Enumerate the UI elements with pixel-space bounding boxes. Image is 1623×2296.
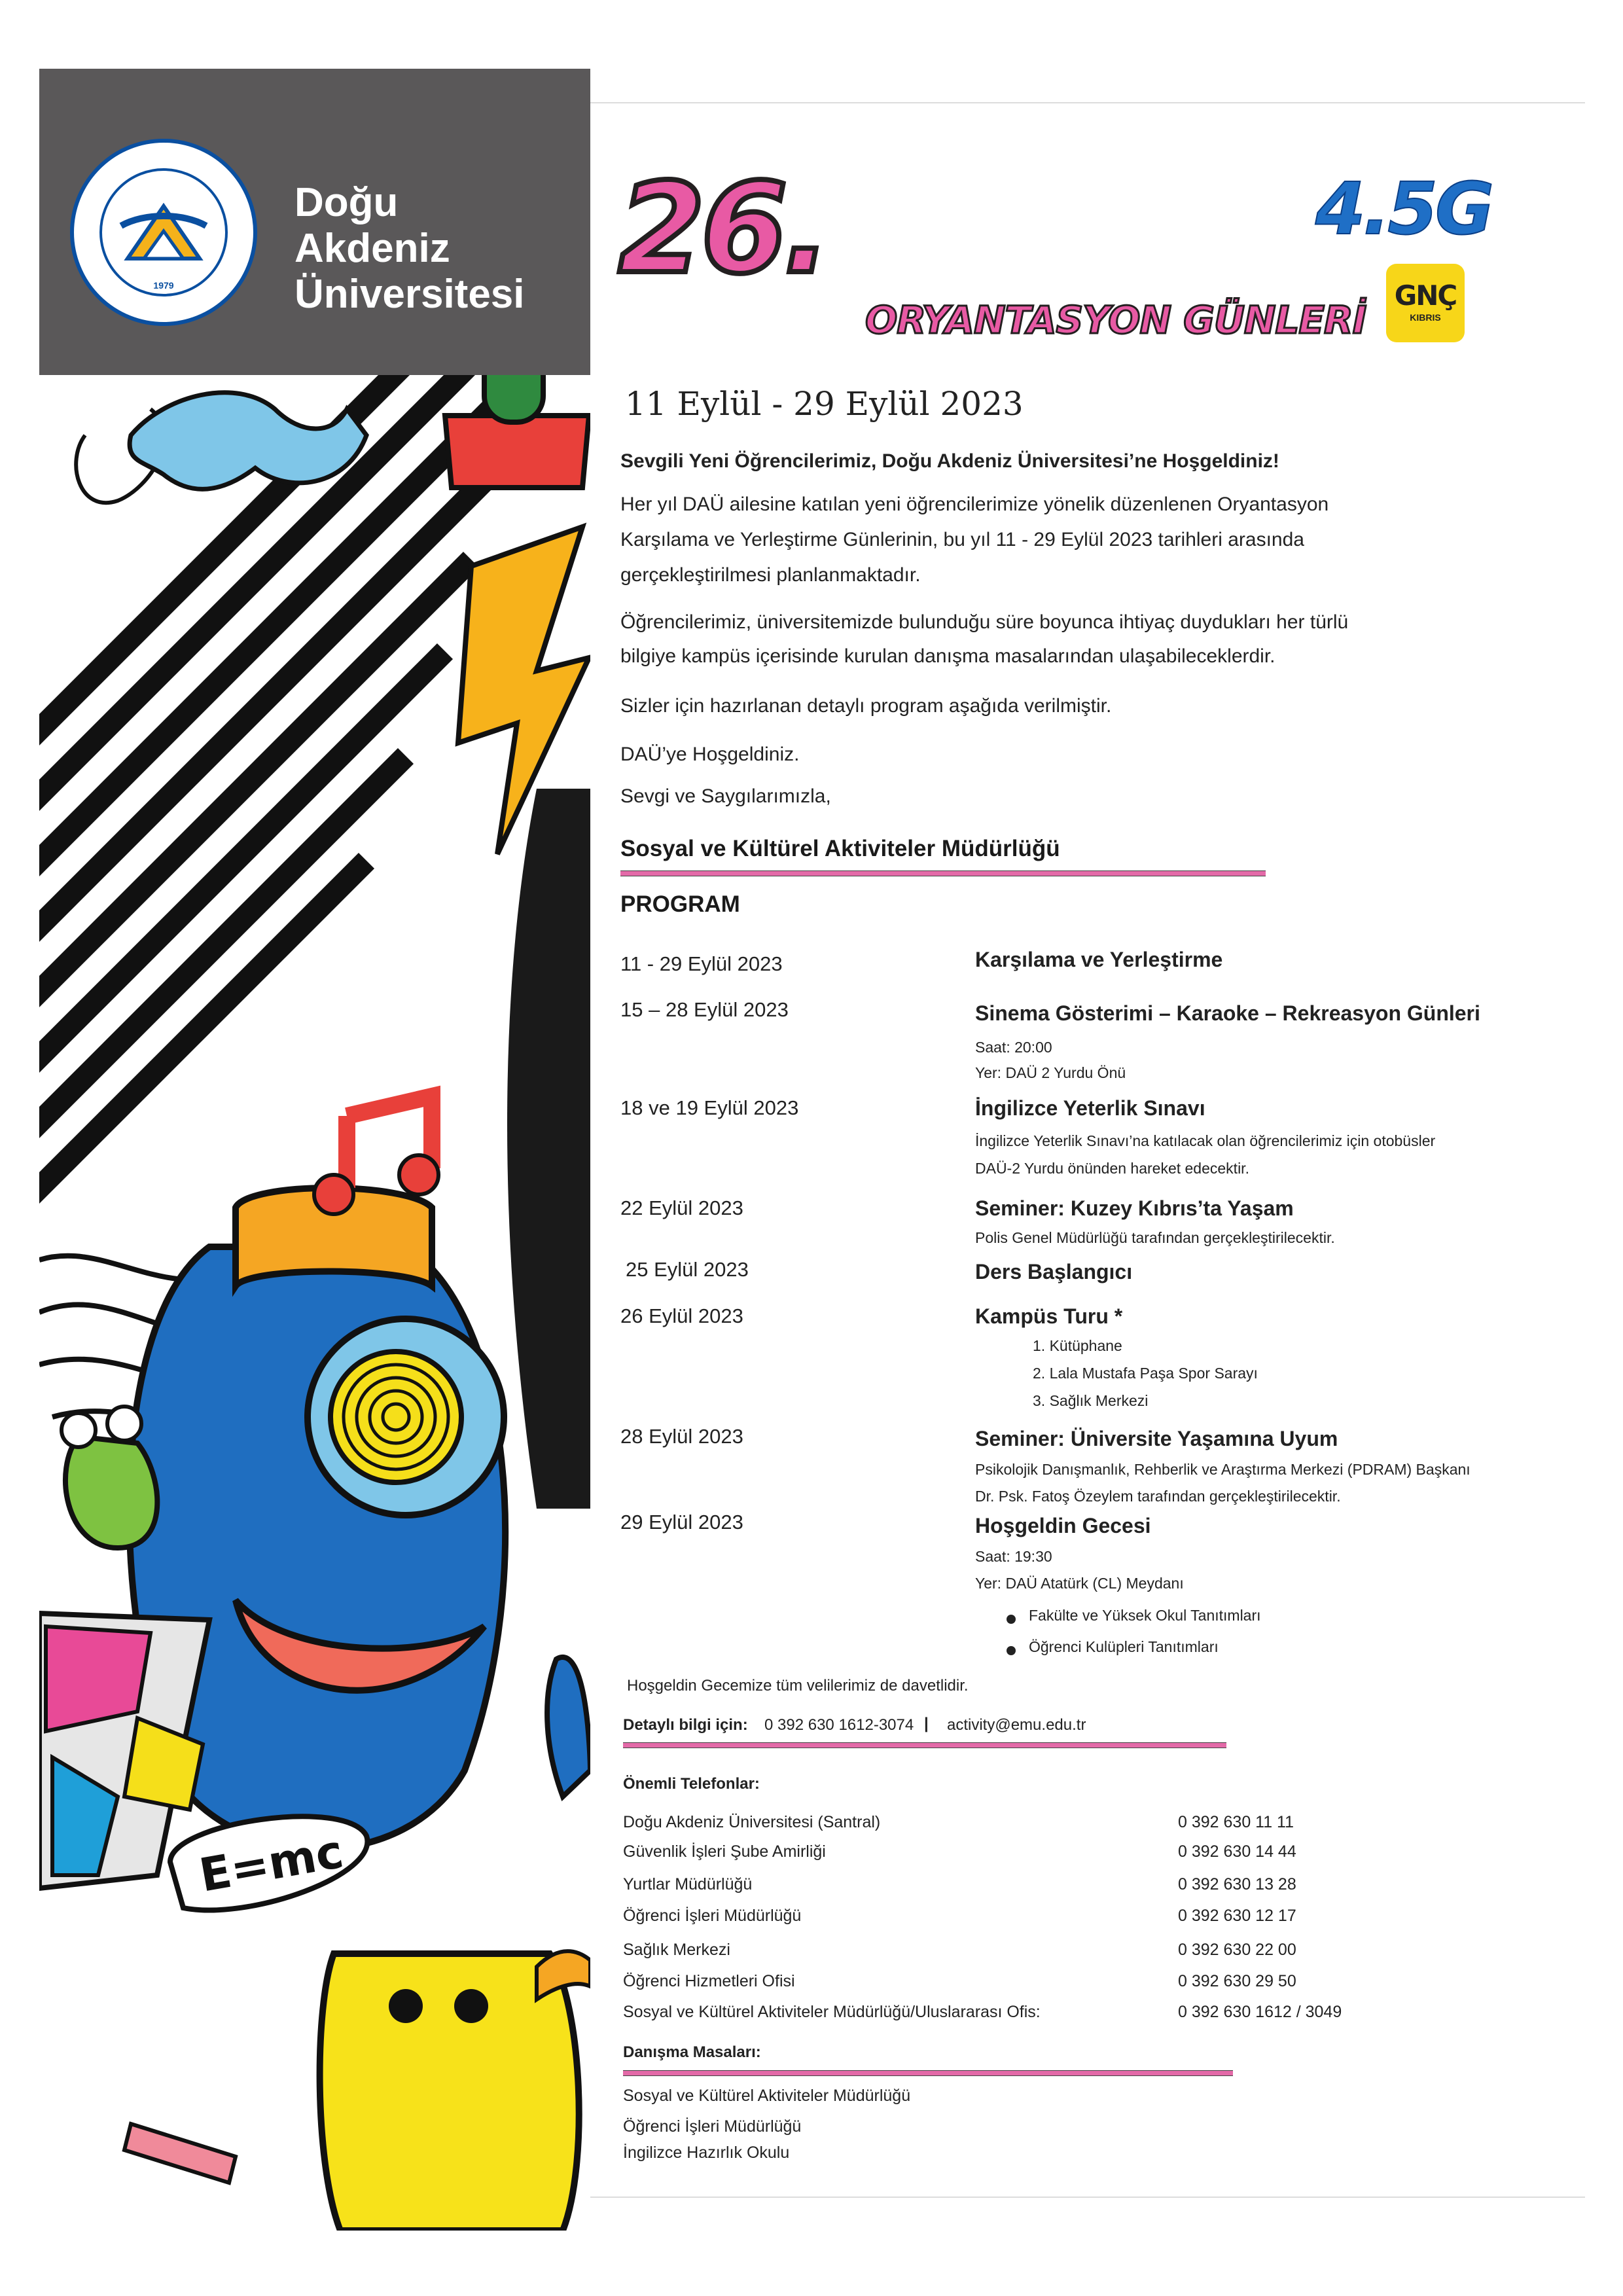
program-label: PROGRAM	[620, 891, 740, 917]
svg-text:E=mc: E=mc	[195, 1824, 348, 1903]
program-title: Seminer: Üniversite Yaşamına Uyum	[975, 1427, 1338, 1450]
phone-row-name: Öğrenci İşleri Müdürlüğü	[623, 1907, 802, 1925]
illustration-panel	[39, 69, 590, 2231]
intro-para3: Sizler için hazırlanan detaylı program aşağıda verilmiştir.	[620, 695, 1112, 717]
phone-row-number: 0 392 630 11 11	[1178, 1813, 1294, 1831]
desks-label: Danışma Masaları:	[623, 2043, 761, 2061]
phone-row-name: Öğrenci Hizmetleri Ofisi	[623, 1972, 795, 1990]
program-date: 28 Eylül 2023	[620, 1425, 743, 1448]
program-date: 26 Eylül 2023	[620, 1304, 743, 1327]
logo-gnc	[1386, 264, 1465, 342]
event-dates: 11 Eylül - 29 Eylül 2023	[625, 385, 1024, 423]
doodle-illustration	[39, 69, 590, 2231]
desk-item: Sosyal ve Kültürel Aktiviteler Müdürlüğü	[623, 2087, 911, 2105]
event-title: ORYANTASYON GÜNLERİ	[865, 298, 1366, 342]
logo-gnc-sub: KIBRIS	[1410, 312, 1441, 323]
phone-row-number: 0 392 630 1612 / 3049	[1178, 2003, 1342, 2021]
program-detail: Polis Genel Müdürlüğü tarafından gerçekleştirilecektir.	[975, 1229, 1335, 1246]
university-name-line2: Akdeniz	[294, 226, 450, 271]
university-name-line1: Doğu	[294, 180, 399, 225]
program-date: 18 ve 19 Eylül 2023	[620, 1096, 799, 1119]
program-bullet-item: Fakülte ve Yüksek Okul Tanıtımları	[1029, 1607, 1261, 1624]
department-title: Sosyal ve Kültürel Aktiviteler Müdürlüğü	[620, 836, 1060, 861]
contact-label: Detaylı bilgi için:	[623, 1716, 748, 1734]
intro-para1-line2: Karşılama ve Yerleştirme Günlerinin, bu yıl 11 - 29 Eylül 2023 tarihleri arasında	[620, 529, 1304, 550]
program-date: 11 - 29 Eylül 2023	[620, 952, 783, 975]
welcome-text: DAÜ’ye Hoşgeldiniz.	[620, 744, 800, 765]
phone-row-number: 0 392 630 13 28	[1178, 1875, 1296, 1893]
intro-para1-line1: Her yıl DAÜ ailesine katılan yeni öğrencilerimize yönelik düzenlenen Oryantasyon	[620, 493, 1329, 515]
program-detail: Psikolojik Danışmanlık, Rehberlik ve Araştırma Merkezi (PDRAM) Başkanı	[975, 1461, 1471, 1478]
phone-row-number: 0 392 630 12 17	[1178, 1907, 1296, 1925]
program-detail: Yer: DAÜ 2 Yurdu Önü	[975, 1064, 1126, 1081]
program-title: Sinema Gösterimi – Karaoke – Rekreasyon Günleri	[975, 1001, 1480, 1025]
program-detail: Yer: DAÜ Atatürk (CL) Meydanı	[975, 1575, 1184, 1592]
intro-para2-line1: Öğrencilerimiz, üniversitemizde bulunduğu süre boyunca ihtiyaç duydukları her türlü	[620, 611, 1349, 633]
greeting: Sevgili Yeni Öğrencilerimiz, Doğu Akdeniz Üniversitesi’ne Hoşgeldiniz!	[620, 450, 1279, 472]
program-list-item: 1. Kütüphane	[1033, 1337, 1122, 1354]
desk-item: Öğrenci İşleri Müdürlüğü	[623, 2117, 802, 2136]
program-bullet-item: Öğrenci Kulüpleri Tanıtımları	[1029, 1638, 1219, 1655]
phones-label: Önemli Telefonlar:	[623, 1775, 760, 1793]
regards-text: Sevgi ve Saygılarımızla,	[620, 785, 831, 807]
desks-underline	[623, 2070, 1233, 2076]
bullet-icon	[1007, 1646, 1016, 1655]
program-date: 29 Eylül 2023	[620, 1511, 743, 1534]
program-detail: DAÜ-2 Yurdu önünden hareket edecektir.	[975, 1160, 1249, 1177]
logo-45g: 4.5G	[1315, 167, 1492, 251]
phone-row-name: Güvenlik İşleri Şube Amirliği	[623, 1842, 826, 1861]
bottom-rule	[590, 2197, 1585, 2198]
contact-phone: 0 392 630 1612-3074	[764, 1716, 914, 1734]
program-detail: Saat: 20:00	[975, 1039, 1052, 1056]
logo-gnc-text: GNÇ	[1394, 279, 1457, 312]
event-number: 26.	[618, 156, 827, 301]
phone-row-name: Yurtlar Müdürlüğü	[623, 1875, 753, 1893]
contact-underline	[623, 1742, 1226, 1748]
contact-email: activity@emu.edu.tr	[947, 1716, 1086, 1734]
university-header	[39, 69, 590, 375]
program-date: 22 Eylül 2023	[620, 1196, 743, 1219]
program-title: Ders Başlangıcı	[975, 1260, 1133, 1283]
phone-row-number: 0 392 630 14 44	[1178, 1842, 1296, 1861]
program-detail: Saat: 19:30	[975, 1548, 1052, 1565]
phone-row-number: 0 392 630 22 00	[1178, 1941, 1296, 1959]
bullet-icon	[1007, 1615, 1016, 1624]
phone-row-number: 0 392 630 29 50	[1178, 1972, 1296, 1990]
program-title: Kampüs Turu *	[975, 1304, 1123, 1328]
top-rule	[590, 102, 1585, 103]
program-date: 15 – 28 Eylül 2023	[620, 998, 789, 1021]
program-title: Seminer: Kuzey Kıbrıs’ta Yaşam	[975, 1196, 1294, 1220]
department-underline	[620, 870, 1266, 876]
university-name-line3: Üniversitesi	[294, 272, 525, 317]
program-title: İngilizce Yeterlik Sınavı	[975, 1096, 1205, 1120]
program-list-item: 2. Lala Mustafa Paşa Spor Sarayı	[1033, 1365, 1258, 1382]
program-date: 25 Eylül 2023	[626, 1258, 749, 1281]
phone-row-name: Sosyal ve Kültürel Aktiviteler Müdürlüğü/Uluslararası Ofis:	[623, 2003, 1041, 2021]
seal-year: 1979	[153, 280, 174, 291]
phone-row-name: Sağlık Merkezi	[623, 1941, 730, 1959]
program-footnote: Hoşgeldin Gecemize tüm velilerimiz de davetlidir.	[627, 1677, 969, 1695]
contact-separator: |	[924, 1715, 929, 1732]
program-title: Karşılama ve Yerleştirme	[975, 948, 1223, 971]
program-detail: Dr. Psk. Fatoş Özeylem tarafından gerçekleştirilecektir.	[975, 1488, 1341, 1505]
phone-row-name: Doğu Akdeniz Üniversitesi (Santral)	[623, 1813, 881, 1831]
program-title: Hoşgeldin Gecesi	[975, 1514, 1151, 1537]
program-detail: İngilizce Yeterlik Sınavı’na katılacak olan öğrencilerimiz için otobüsler	[975, 1132, 1436, 1149]
intro-para2-line2: bilgiye kampüs içerisinde kurulan danışma masalarından ulaşabileceklerdir.	[620, 645, 1275, 667]
desk-item: İngilizce Hazırlık Okulu	[623, 2144, 790, 2162]
intro-para1-line3: gerçekleştirilmesi planlanmaktadır.	[620, 564, 921, 586]
program-list-item: 3. Sağlık Merkezi	[1033, 1392, 1149, 1409]
university-seal	[65, 134, 262, 331]
